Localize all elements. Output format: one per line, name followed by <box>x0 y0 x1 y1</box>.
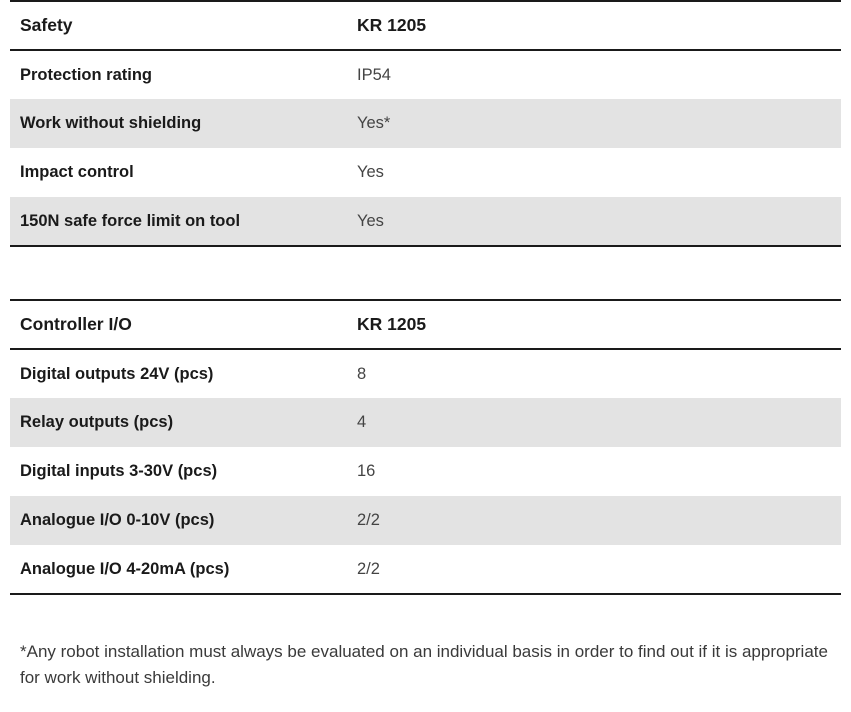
row-value: 8 <box>345 349 841 398</box>
table-header-row <box>10 1 841 50</box>
table-row <box>10 99 841 148</box>
table-row <box>10 148 841 197</box>
row-label: Work without shielding <box>10 99 345 148</box>
row-label: Protection rating <box>10 50 345 99</box>
row-label: Analogue I/O 0-10V (pcs) <box>10 496 345 545</box>
row-value: Yes* <box>345 99 841 148</box>
row-label: Relay outputs (pcs) <box>10 398 345 447</box>
table-row <box>10 197 841 246</box>
footnote-text: *Any robot installation must always be evaluated on an individual basis in order to find out if it is appropriate for work without shielding. <box>20 642 828 688</box>
safety-header-label: Safety <box>10 1 345 50</box>
row-label: Digital outputs 24V (pcs) <box>10 349 345 398</box>
row-value: IP54 <box>345 50 841 99</box>
row-value: 4 <box>345 398 841 447</box>
row-value: Yes <box>345 148 841 197</box>
table-row <box>10 349 841 398</box>
table-header-row <box>10 300 841 349</box>
row-value: Yes <box>345 197 841 246</box>
row-label: Digital inputs 3-30V (pcs) <box>10 447 345 496</box>
safety-header-value: KR 1205 <box>345 1 841 50</box>
table-row <box>10 496 841 545</box>
row-value: 2/2 <box>345 496 841 545</box>
controller-io-table <box>10 299 841 595</box>
row-value: 2/2 <box>345 545 841 594</box>
row-label: Impact control <box>10 148 345 197</box>
table-row <box>10 447 841 496</box>
table-row <box>10 50 841 99</box>
controller-header-label: Controller I/O <box>10 300 345 349</box>
controller-header-value: KR 1205 <box>345 300 841 349</box>
row-label: Analogue I/O 4-20mA (pcs) <box>10 545 345 594</box>
safety-table <box>10 0 841 247</box>
table-row <box>10 545 841 594</box>
row-label: 150N safe force limit on tool <box>10 197 345 246</box>
table-row <box>10 398 841 447</box>
row-value: 16 <box>345 447 841 496</box>
table-spacer <box>10 247 841 299</box>
